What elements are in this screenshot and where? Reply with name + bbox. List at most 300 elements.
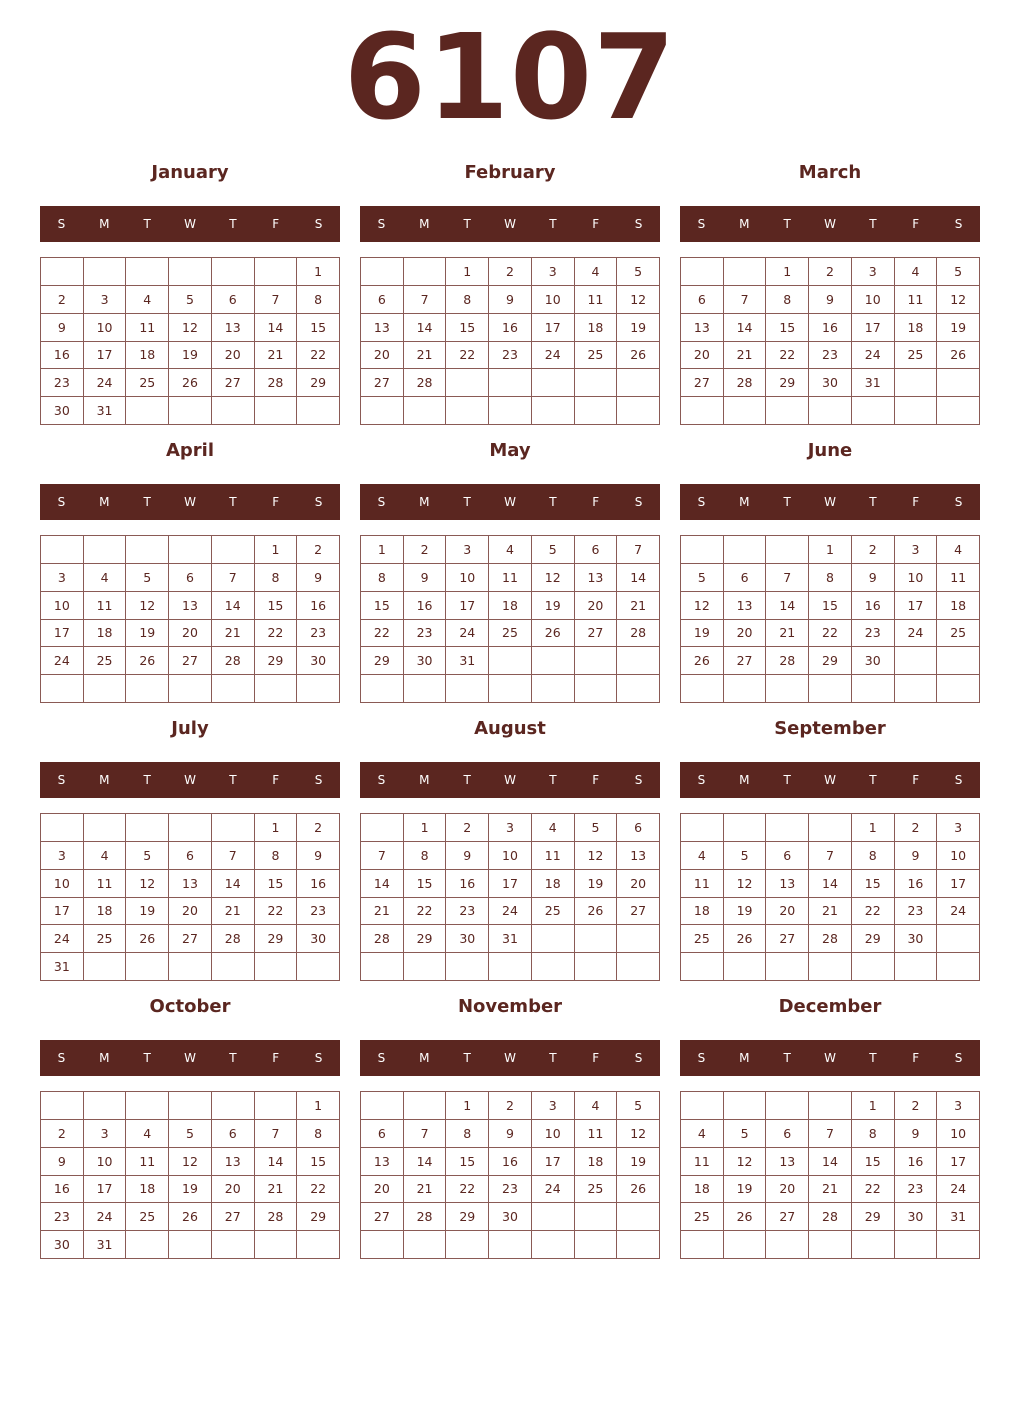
day-cell: 28 [255, 1203, 298, 1231]
day-cell: 23 [489, 342, 532, 370]
empty-day-cell [361, 397, 404, 425]
day-cell: 11 [489, 564, 532, 592]
weekday-label: S [57, 495, 66, 509]
day-cell: 4 [681, 1120, 724, 1148]
empty-day-cell [489, 675, 532, 703]
day-cell: 16 [41, 342, 84, 370]
day-cell: 6 [169, 842, 212, 870]
weekday-label: T [229, 1051, 237, 1065]
day-cell: 1 [446, 258, 489, 286]
day-cell: 13 [212, 1148, 255, 1176]
weekday-label: W [184, 217, 196, 231]
weekday-label: T [783, 1051, 791, 1065]
day-cell: 8 [809, 564, 852, 592]
day-cell: 11 [532, 842, 575, 870]
day-cell: 2 [895, 814, 938, 842]
day-cell: 29 [255, 925, 298, 953]
day-cell: 3 [41, 842, 84, 870]
weekday-label: S [314, 773, 323, 787]
day-cell: 21 [766, 620, 809, 648]
day-cell: 17 [937, 1148, 980, 1176]
day-cell: 15 [766, 314, 809, 342]
weekday-label: T [549, 217, 557, 231]
day-cell: 29 [404, 925, 447, 953]
empty-day-cell [41, 814, 84, 842]
weekday-label: M [419, 217, 430, 231]
weekday-label: S [634, 1051, 643, 1065]
empty-day-cell [446, 1231, 489, 1259]
weekday-label: M [419, 495, 430, 509]
day-cell: 19 [575, 870, 618, 898]
day-cell: 8 [255, 564, 298, 592]
weekday-label: T [229, 495, 237, 509]
day-cell: 5 [169, 286, 212, 314]
day-cell: 7 [617, 536, 660, 564]
weekday-header [40, 484, 340, 520]
day-cell: 14 [724, 314, 767, 342]
day-cell: 13 [766, 1148, 809, 1176]
day-cell: 20 [766, 898, 809, 926]
day-cell: 26 [169, 369, 212, 397]
empty-day-cell [809, 675, 852, 703]
empty-day-cell [724, 1092, 767, 1120]
day-cell: 31 [446, 647, 489, 675]
day-cell: 15 [297, 314, 340, 342]
empty-day-cell [212, 953, 255, 981]
empty-day-cell [169, 258, 212, 286]
weekday-label: T [783, 773, 791, 787]
day-cell: 2 [489, 1092, 532, 1120]
day-cell: 6 [361, 1120, 404, 1148]
weekday-label: S [634, 495, 643, 509]
empty-day-cell [361, 1092, 404, 1120]
weekday-label: F [592, 217, 600, 231]
weekday-label: W [184, 1051, 196, 1065]
day-cell: 19 [681, 620, 724, 648]
day-cell: 3 [937, 814, 980, 842]
weekday-label: S [57, 217, 66, 231]
empty-day-cell [681, 397, 724, 425]
day-cell: 21 [617, 592, 660, 620]
day-cell: 12 [617, 1120, 660, 1148]
empty-day-cell [681, 1092, 724, 1120]
weekday-label: T [143, 773, 151, 787]
day-cell: 8 [852, 842, 895, 870]
empty-day-cell [852, 1231, 895, 1259]
empty-day-cell [212, 1231, 255, 1259]
day-cell: 31 [489, 925, 532, 953]
empty-day-cell [361, 814, 404, 842]
day-cell: 25 [575, 342, 618, 370]
day-cell: 12 [169, 1148, 212, 1176]
weekday-header [360, 206, 660, 242]
month-september [680, 714, 980, 992]
day-cell: 9 [809, 286, 852, 314]
day-cell: 6 [766, 842, 809, 870]
weekday-header [680, 484, 980, 520]
day-cell: 29 [852, 1203, 895, 1231]
day-cell: 12 [724, 870, 767, 898]
day-cell: 19 [169, 342, 212, 370]
day-cell: 15 [255, 870, 298, 898]
day-cell: 10 [41, 870, 84, 898]
calendar-year-title: 6107 [343, 8, 677, 146]
month-february [360, 158, 660, 436]
day-cell: 5 [617, 258, 660, 286]
day-cell: 23 [446, 898, 489, 926]
day-cell: 1 [255, 536, 298, 564]
day-cell: 23 [895, 1176, 938, 1204]
day-cell: 3 [532, 1092, 575, 1120]
day-cell: 9 [41, 314, 84, 342]
day-cell: 23 [809, 342, 852, 370]
empty-day-cell [84, 258, 127, 286]
day-cell: 3 [446, 536, 489, 564]
day-grid [40, 257, 340, 425]
day-cell: 11 [126, 1148, 169, 1176]
day-cell: 18 [84, 898, 127, 926]
weekday-label: S [314, 1051, 323, 1065]
empty-day-cell [532, 647, 575, 675]
empty-day-cell [681, 675, 724, 703]
empty-day-cell [766, 814, 809, 842]
day-cell: 26 [575, 898, 618, 926]
day-cell: 5 [126, 842, 169, 870]
day-cell: 22 [766, 342, 809, 370]
day-grid [360, 257, 660, 425]
day-cell: 8 [446, 1120, 489, 1148]
day-cell: 4 [575, 258, 618, 286]
weekday-label: W [184, 495, 196, 509]
day-cell: 20 [617, 870, 660, 898]
day-cell: 24 [937, 898, 980, 926]
weekday-label: F [272, 1051, 280, 1065]
day-cell: 18 [84, 620, 127, 648]
day-cell: 27 [766, 1203, 809, 1231]
empty-day-cell [575, 1203, 618, 1231]
day-cell: 7 [361, 842, 404, 870]
day-cell: 23 [297, 898, 340, 926]
weekday-header [40, 1040, 340, 1076]
day-cell: 30 [809, 369, 852, 397]
month-name: May [489, 440, 531, 461]
day-cell: 28 [724, 369, 767, 397]
weekday-header [680, 206, 980, 242]
weekday-label: W [824, 217, 836, 231]
day-cell: 29 [297, 369, 340, 397]
day-cell: 22 [446, 342, 489, 370]
day-cell: 17 [41, 898, 84, 926]
day-cell: 14 [212, 870, 255, 898]
empty-day-cell [937, 397, 980, 425]
day-cell: 30 [852, 647, 895, 675]
day-cell: 31 [41, 953, 84, 981]
weekday-label: T [869, 217, 877, 231]
empty-day-cell [937, 1231, 980, 1259]
empty-day-cell [724, 675, 767, 703]
day-cell: 13 [169, 592, 212, 620]
weekday-header [40, 206, 340, 242]
day-cell: 31 [937, 1203, 980, 1231]
day-cell: 17 [84, 1176, 127, 1204]
day-cell: 17 [532, 314, 575, 342]
day-cell: 31 [852, 369, 895, 397]
day-cell: 8 [297, 1120, 340, 1148]
day-cell: 16 [489, 314, 532, 342]
day-cell: 2 [297, 814, 340, 842]
weekday-label: S [954, 495, 963, 509]
day-cell: 8 [297, 286, 340, 314]
day-cell: 11 [937, 564, 980, 592]
day-cell: 2 [41, 286, 84, 314]
day-cell: 8 [361, 564, 404, 592]
day-cell: 1 [361, 536, 404, 564]
day-cell: 29 [446, 1203, 489, 1231]
day-cell: 29 [297, 1203, 340, 1231]
day-cell: 7 [255, 286, 298, 314]
day-cell: 10 [532, 286, 575, 314]
weekday-label: M [99, 773, 110, 787]
empty-day-cell [404, 953, 447, 981]
empty-day-cell [126, 814, 169, 842]
day-cell: 9 [895, 842, 938, 870]
day-cell: 7 [724, 286, 767, 314]
empty-day-cell [532, 925, 575, 953]
day-cell: 20 [212, 1176, 255, 1204]
day-cell: 23 [489, 1176, 532, 1204]
day-cell: 27 [361, 369, 404, 397]
day-cell: 8 [766, 286, 809, 314]
day-cell: 29 [852, 925, 895, 953]
day-cell: 12 [617, 286, 660, 314]
day-cell: 9 [297, 564, 340, 592]
day-cell: 7 [404, 1120, 447, 1148]
empty-day-cell [489, 953, 532, 981]
day-cell: 10 [84, 314, 127, 342]
empty-day-cell [937, 953, 980, 981]
empty-day-cell [255, 953, 298, 981]
empty-day-cell [446, 369, 489, 397]
empty-day-cell [41, 1092, 84, 1120]
weekday-header [680, 762, 980, 798]
day-cell: 23 [852, 620, 895, 648]
day-cell: 24 [84, 369, 127, 397]
empty-day-cell [895, 953, 938, 981]
empty-day-cell [895, 397, 938, 425]
empty-day-cell [617, 397, 660, 425]
day-cell: 22 [852, 898, 895, 926]
day-cell: 17 [895, 592, 938, 620]
day-cell: 22 [852, 1176, 895, 1204]
day-cell: 16 [809, 314, 852, 342]
day-cell: 25 [937, 620, 980, 648]
day-cell: 19 [724, 1176, 767, 1204]
day-grid [680, 535, 980, 703]
empty-day-cell [126, 397, 169, 425]
day-cell: 22 [446, 1176, 489, 1204]
day-cell: 14 [766, 592, 809, 620]
day-cell: 5 [937, 258, 980, 286]
day-cell: 6 [617, 814, 660, 842]
weekday-label: T [463, 773, 471, 787]
weekday-label: F [272, 773, 280, 787]
day-cell: 30 [41, 397, 84, 425]
weekday-label: W [504, 773, 516, 787]
empty-day-cell [617, 1231, 660, 1259]
day-cell: 23 [41, 1203, 84, 1231]
day-cell: 25 [126, 369, 169, 397]
day-cell: 16 [297, 592, 340, 620]
day-cell: 25 [126, 1203, 169, 1231]
day-cell: 20 [575, 592, 618, 620]
day-cell: 19 [617, 314, 660, 342]
empty-day-cell [766, 675, 809, 703]
empty-day-cell [212, 536, 255, 564]
day-cell: 27 [212, 369, 255, 397]
empty-day-cell [169, 1231, 212, 1259]
day-cell: 25 [895, 342, 938, 370]
weekday-label: T [549, 773, 557, 787]
day-cell: 12 [575, 842, 618, 870]
day-cell: 17 [937, 870, 980, 898]
day-cell: 20 [169, 620, 212, 648]
day-cell: 4 [489, 536, 532, 564]
day-cell: 24 [532, 342, 575, 370]
empty-day-cell [532, 1231, 575, 1259]
day-cell: 22 [404, 898, 447, 926]
month-name: June [807, 440, 853, 461]
empty-day-cell [532, 369, 575, 397]
empty-day-cell [84, 1092, 127, 1120]
day-cell: 19 [126, 620, 169, 648]
empty-day-cell [681, 258, 724, 286]
weekday-label: T [869, 495, 877, 509]
day-cell: 8 [852, 1120, 895, 1148]
month-december [680, 992, 980, 1270]
weekday-label: S [634, 217, 643, 231]
empty-day-cell [681, 536, 724, 564]
day-cell: 14 [404, 1148, 447, 1176]
day-cell: 16 [404, 592, 447, 620]
empty-day-cell [532, 953, 575, 981]
day-cell: 25 [84, 925, 127, 953]
day-cell: 17 [852, 314, 895, 342]
empty-day-cell [126, 1092, 169, 1120]
empty-day-cell [937, 925, 980, 953]
day-cell: 3 [937, 1092, 980, 1120]
day-cell: 7 [766, 564, 809, 592]
empty-day-cell [852, 675, 895, 703]
day-cell: 2 [809, 258, 852, 286]
empty-day-cell [84, 675, 127, 703]
day-cell: 21 [724, 342, 767, 370]
day-cell: 15 [446, 314, 489, 342]
empty-day-cell [255, 1231, 298, 1259]
weekday-label: M [739, 495, 750, 509]
day-cell: 17 [532, 1148, 575, 1176]
empty-day-cell [766, 536, 809, 564]
empty-day-cell [532, 675, 575, 703]
day-cell: 4 [84, 564, 127, 592]
empty-day-cell [169, 536, 212, 564]
day-cell: 24 [489, 898, 532, 926]
day-cell: 15 [852, 870, 895, 898]
weekday-label: F [592, 1051, 600, 1065]
day-cell: 25 [489, 620, 532, 648]
day-cell: 11 [895, 286, 938, 314]
weekday-header [360, 762, 660, 798]
empty-day-cell [255, 258, 298, 286]
day-cell: 28 [766, 647, 809, 675]
weekday-label: M [99, 495, 110, 509]
empty-day-cell [489, 397, 532, 425]
weekday-label: W [504, 495, 516, 509]
weekday-label: S [697, 217, 706, 231]
day-cell: 7 [255, 1120, 298, 1148]
day-cell: 18 [126, 342, 169, 370]
day-cell: 24 [41, 647, 84, 675]
day-cell: 5 [681, 564, 724, 592]
day-cell: 14 [361, 870, 404, 898]
weekday-label: T [869, 1051, 877, 1065]
day-cell: 12 [937, 286, 980, 314]
day-cell: 10 [852, 286, 895, 314]
day-cell: 15 [361, 592, 404, 620]
day-cell: 5 [126, 564, 169, 592]
day-cell: 10 [446, 564, 489, 592]
month-name: November [457, 996, 563, 1017]
day-cell: 23 [895, 898, 938, 926]
empty-day-cell [617, 675, 660, 703]
empty-day-cell [617, 647, 660, 675]
day-cell: 28 [404, 369, 447, 397]
day-cell: 14 [255, 1148, 298, 1176]
day-cell: 13 [681, 314, 724, 342]
empty-day-cell [809, 397, 852, 425]
day-cell: 25 [575, 1176, 618, 1204]
day-cell: 17 [84, 342, 127, 370]
month-march [680, 158, 980, 436]
day-cell: 24 [532, 1176, 575, 1204]
day-cell: 29 [255, 647, 298, 675]
weekday-label: S [377, 217, 386, 231]
day-cell: 31 [84, 397, 127, 425]
day-cell: 13 [212, 314, 255, 342]
month-august [360, 714, 660, 992]
day-cell: 30 [41, 1231, 84, 1259]
day-cell: 3 [84, 1120, 127, 1148]
day-cell: 29 [766, 369, 809, 397]
day-cell: 2 [446, 814, 489, 842]
month-name: October [149, 996, 231, 1017]
day-cell: 27 [169, 647, 212, 675]
empty-day-cell [169, 675, 212, 703]
day-cell: 21 [212, 620, 255, 648]
day-cell: 13 [617, 842, 660, 870]
day-cell: 24 [937, 1176, 980, 1204]
day-cell: 4 [532, 814, 575, 842]
day-cell: 5 [169, 1120, 212, 1148]
day-cell: 27 [681, 369, 724, 397]
day-cell: 2 [41, 1120, 84, 1148]
empty-day-cell [212, 814, 255, 842]
day-cell: 5 [617, 1092, 660, 1120]
day-cell: 18 [575, 314, 618, 342]
weekday-label: M [739, 773, 750, 787]
weekday-header [360, 484, 660, 520]
month-october [40, 992, 340, 1270]
day-cell: 18 [489, 592, 532, 620]
